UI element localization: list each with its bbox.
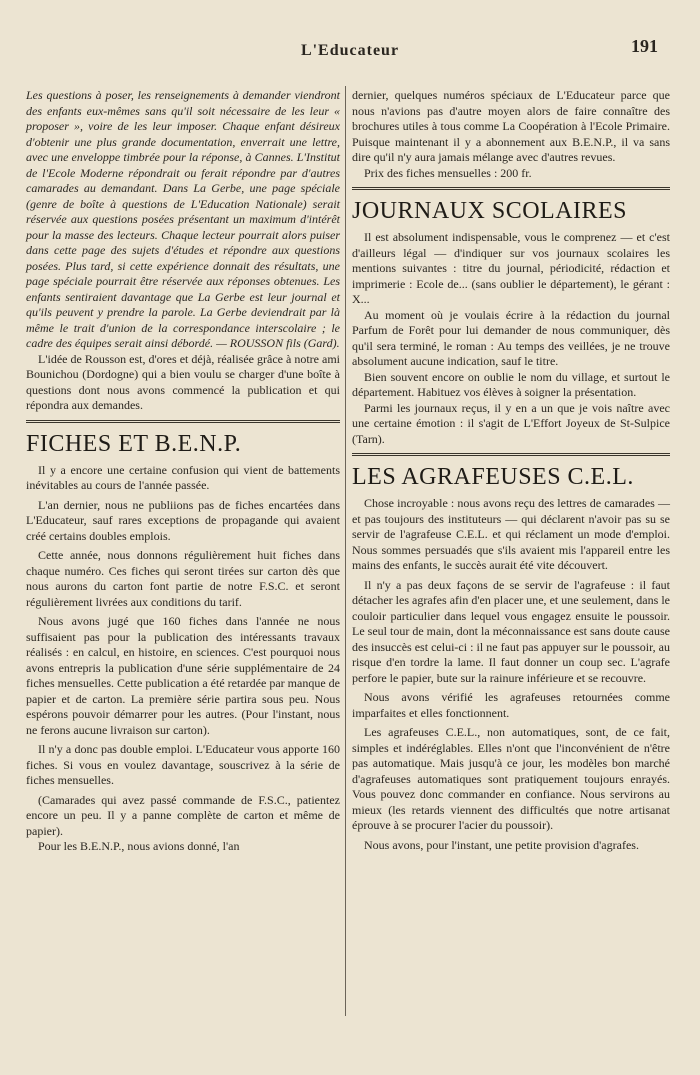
journaux-paragraph: Au moment où je voulais écrire à la rédaction du journal Parfum de Forêt pour lui demander de nous communiquer, dès qu'il sera terminé, le roman : Au temps des veillées, je ne trouve absolument aucune indication, sauf le titre. <box>352 307 670 368</box>
rousson-letter-paragraph: Les questions à poser, les renseignements à demander viendront des enfants eux-mêmes sans qu'il soit nécessaire de les leur « proposer », voire de les leur imposer. Chaque enfant désireux d'obtenir une plus grande documentation, enverrait une lettre, avec une enveloppe timbrée pour la réponse, à Cannes. L'Institut de l'Ecole Moderne répondrait ou ferait répondre par d'autres camarades au demandant. Dans La Gerbe, une page spéciale (genre de boîte à questions de L'Education Nationale) serait réservée aux questions posées présentant un maximum d'intérêt pour la masse des lecteurs. Chaque lecteur pourrait alors puiser dans cette page des sujets d'études et répondre aux questions posées. Plus tard, si cette expérience donnait des résultats, une page spéciale pourrait être réservée aux réponses obtenues. Les enfants sentiraient davantage que La Gerbe est leur journal et qu'ils peuvent y prendre la parole. La Gerbe deviendrait par là même le trait d'union de la correspondance interscolaire ; le cadre des équipes serait ainsi débordé. — ROUSSON fils (Gard). <box>26 88 340 350</box>
agrafeuses-paragraph: Nous avons, pour l'instant, une petite provision d'agrafes. <box>364 837 639 852</box>
fiches-paragraph: Nous avons jugé que 160 fiches dans l'année ne nous suffisaient pas pour la publication des intéressants travaux réalisés : en calcul, en histoire, en sciences. C'est pourquoi nous avons entrepris la publication d'une série supplémentaire de 24 fiches mensuelles. Cette publication a été retardée par manque de papier et de carton. La première série partira sous peu. Nous espérons pouvoir démarrer pour les autres. (Pour l'instant, nous ne ferons aucune livraison sur carton). <box>26 614 340 737</box>
fiches-paragraph: L'an dernier, nous ne publiions pas de fiches encartées dans L'Educateur, sauf rares exceptions de propagande qui avaient créé certains doubles emplois. <box>26 497 340 543</box>
agrafeuses-heading: LES AGRAFEUSES C.E.L. <box>352 464 634 490</box>
fiches-paragraph: Il n'y a donc pas double emploi. L'Educateur vous apporte 160 fiches. Si vous en voulez davantage, souscrivez à la série de fiches mensuelles. <box>26 742 340 787</box>
agrafeuses-paragraph: Les agrafeuses C.E.L., non automatiques, sont, de ce fait, simples et indéréglables. Elles n'ont que l'inconvénient de n'être pas automatique. Mais jusqu'à ce jour, les modèles bon marché d'agrafeuses automatiques sont pratiquement toujours enrayés. Vous pouvez donc commander en confiance. Nous servirons au mieux (les retards viennent des difficultés que notre artisanat éprouve à se procurer l'acier du poussoir). <box>352 725 670 832</box>
fiches-paragraph: (Camarades qui avez passé commande de F.S.C., patientez encore un peu. Il y a panne complète de carton et même de papier). <box>26 792 340 838</box>
section-rule <box>26 420 340 423</box>
right-column <box>352 88 670 853</box>
fiches-paragraph: Il y a encore une certaine confusion qui vient de battements inévitables au cours de l'année passée. <box>26 462 340 492</box>
fiches-paragraph: Pour les B.E.N.P., nous avions donné, l'an <box>38 839 240 853</box>
journaux-paragraph: Bien souvent encore on oublie le nom du village, et surtout le département. Habituez vos élèves à soigner la présentation. <box>352 369 670 399</box>
agrafeuses-paragraph: Nous avons vérifié les agrafeuses retournées comme imparfaites et elles fonctionnent. <box>352 690 670 720</box>
price-line: Prix des fiches mensuelles : 200 fr. <box>364 165 532 180</box>
section-rule <box>352 453 670 456</box>
section-rule <box>352 187 670 190</box>
left-column <box>26 88 340 855</box>
agrafeuses-paragraph: Il n'y a pas deux façons de se servir de l'agrafeuse : il faut détacher les agrafes afin d'en placer une, et une seulement, dans le couloir particulier dans lequel vous engagez ensuite le poussoir. Le seul tour de main, dont la méconnaissance est sans doute cause des insuccès est celui-ci : il ne faut pas appuyer sur le poussoir, au risque d'en tordre la lame. Il faut donner un coup sec. L'agrafe perfore le papier, bute sur la rainure inférieure et se recouvre. <box>352 577 670 685</box>
page-header <box>0 32 700 62</box>
journaux-paragraph: Il est absolument indispensable, vous le comprenez — et c'est d'ailleurs légal — d'indiquer sur vos journaux scolaires les mentions suivantes : titre du journal, périodicité, rédaction et imprimerie : Ecole de... (sans oublier le département), le gérant : X... <box>352 230 670 306</box>
journal-title: L'Educateur <box>300 42 400 59</box>
rousson-response-paragraph: L'idée de Rousson est, d'ores et déjà, réalisée grâce à notre ami Bounichou (Dordogne) qui a bien voulu se charger d'une boîte à questions dont nous avons commencé la publication et qui répondra aux demandes. <box>26 351 340 412</box>
journaux-heading: JOURNAUX SCOLAIRES <box>352 198 628 224</box>
agrafeuses-paragraph: Chose incroyable : nous avons reçu des lettres de camarades — et pas toujours des instituteurs — qui déclarent n'avoir pas su se servir de l'agrafeuse C.E.L. et qui réclament un mode d'emploi. Nous sommes persuadés que s'ils avaient mis l'appareil entre les mains des enfants, le succès aurait été vite découvert. <box>352 496 670 572</box>
column-divider <box>345 86 346 1016</box>
fiches-paragraph: Cette année, nous donnons régulièrement huit fiches dans chaque numéro. Ces fiches qui seront tirées sur carton dès que nous aurons du carton font partie de notre F.S.C. et seront régulièrement livrées aux conditions du tarif. <box>26 548 340 609</box>
journaux-paragraph: Parmi les journaux reçus, il y en a un que je vois naître avec une certaine émotion : il s'agit de L'Effort Joyeux de St-Sulpice (Tarn). <box>352 400 670 446</box>
benp-continuation-paragraph: dernier, quelques numéros spéciaux de L'Educateur parce que nous n'avions pas d'autre moyen alors de faire connaître des brochures utiles à tous comme La Coopération à l'Ecole Primaire. Puisque maintenant il y a abonnement aux B.E.N.P., il va sans dire qu'il n'y aura jamais mélange avec d'autres revues. <box>352 88 670 164</box>
page-number: 191 <box>631 36 658 56</box>
fiches-heading: FICHES ET B.E.N.P. <box>26 430 242 457</box>
